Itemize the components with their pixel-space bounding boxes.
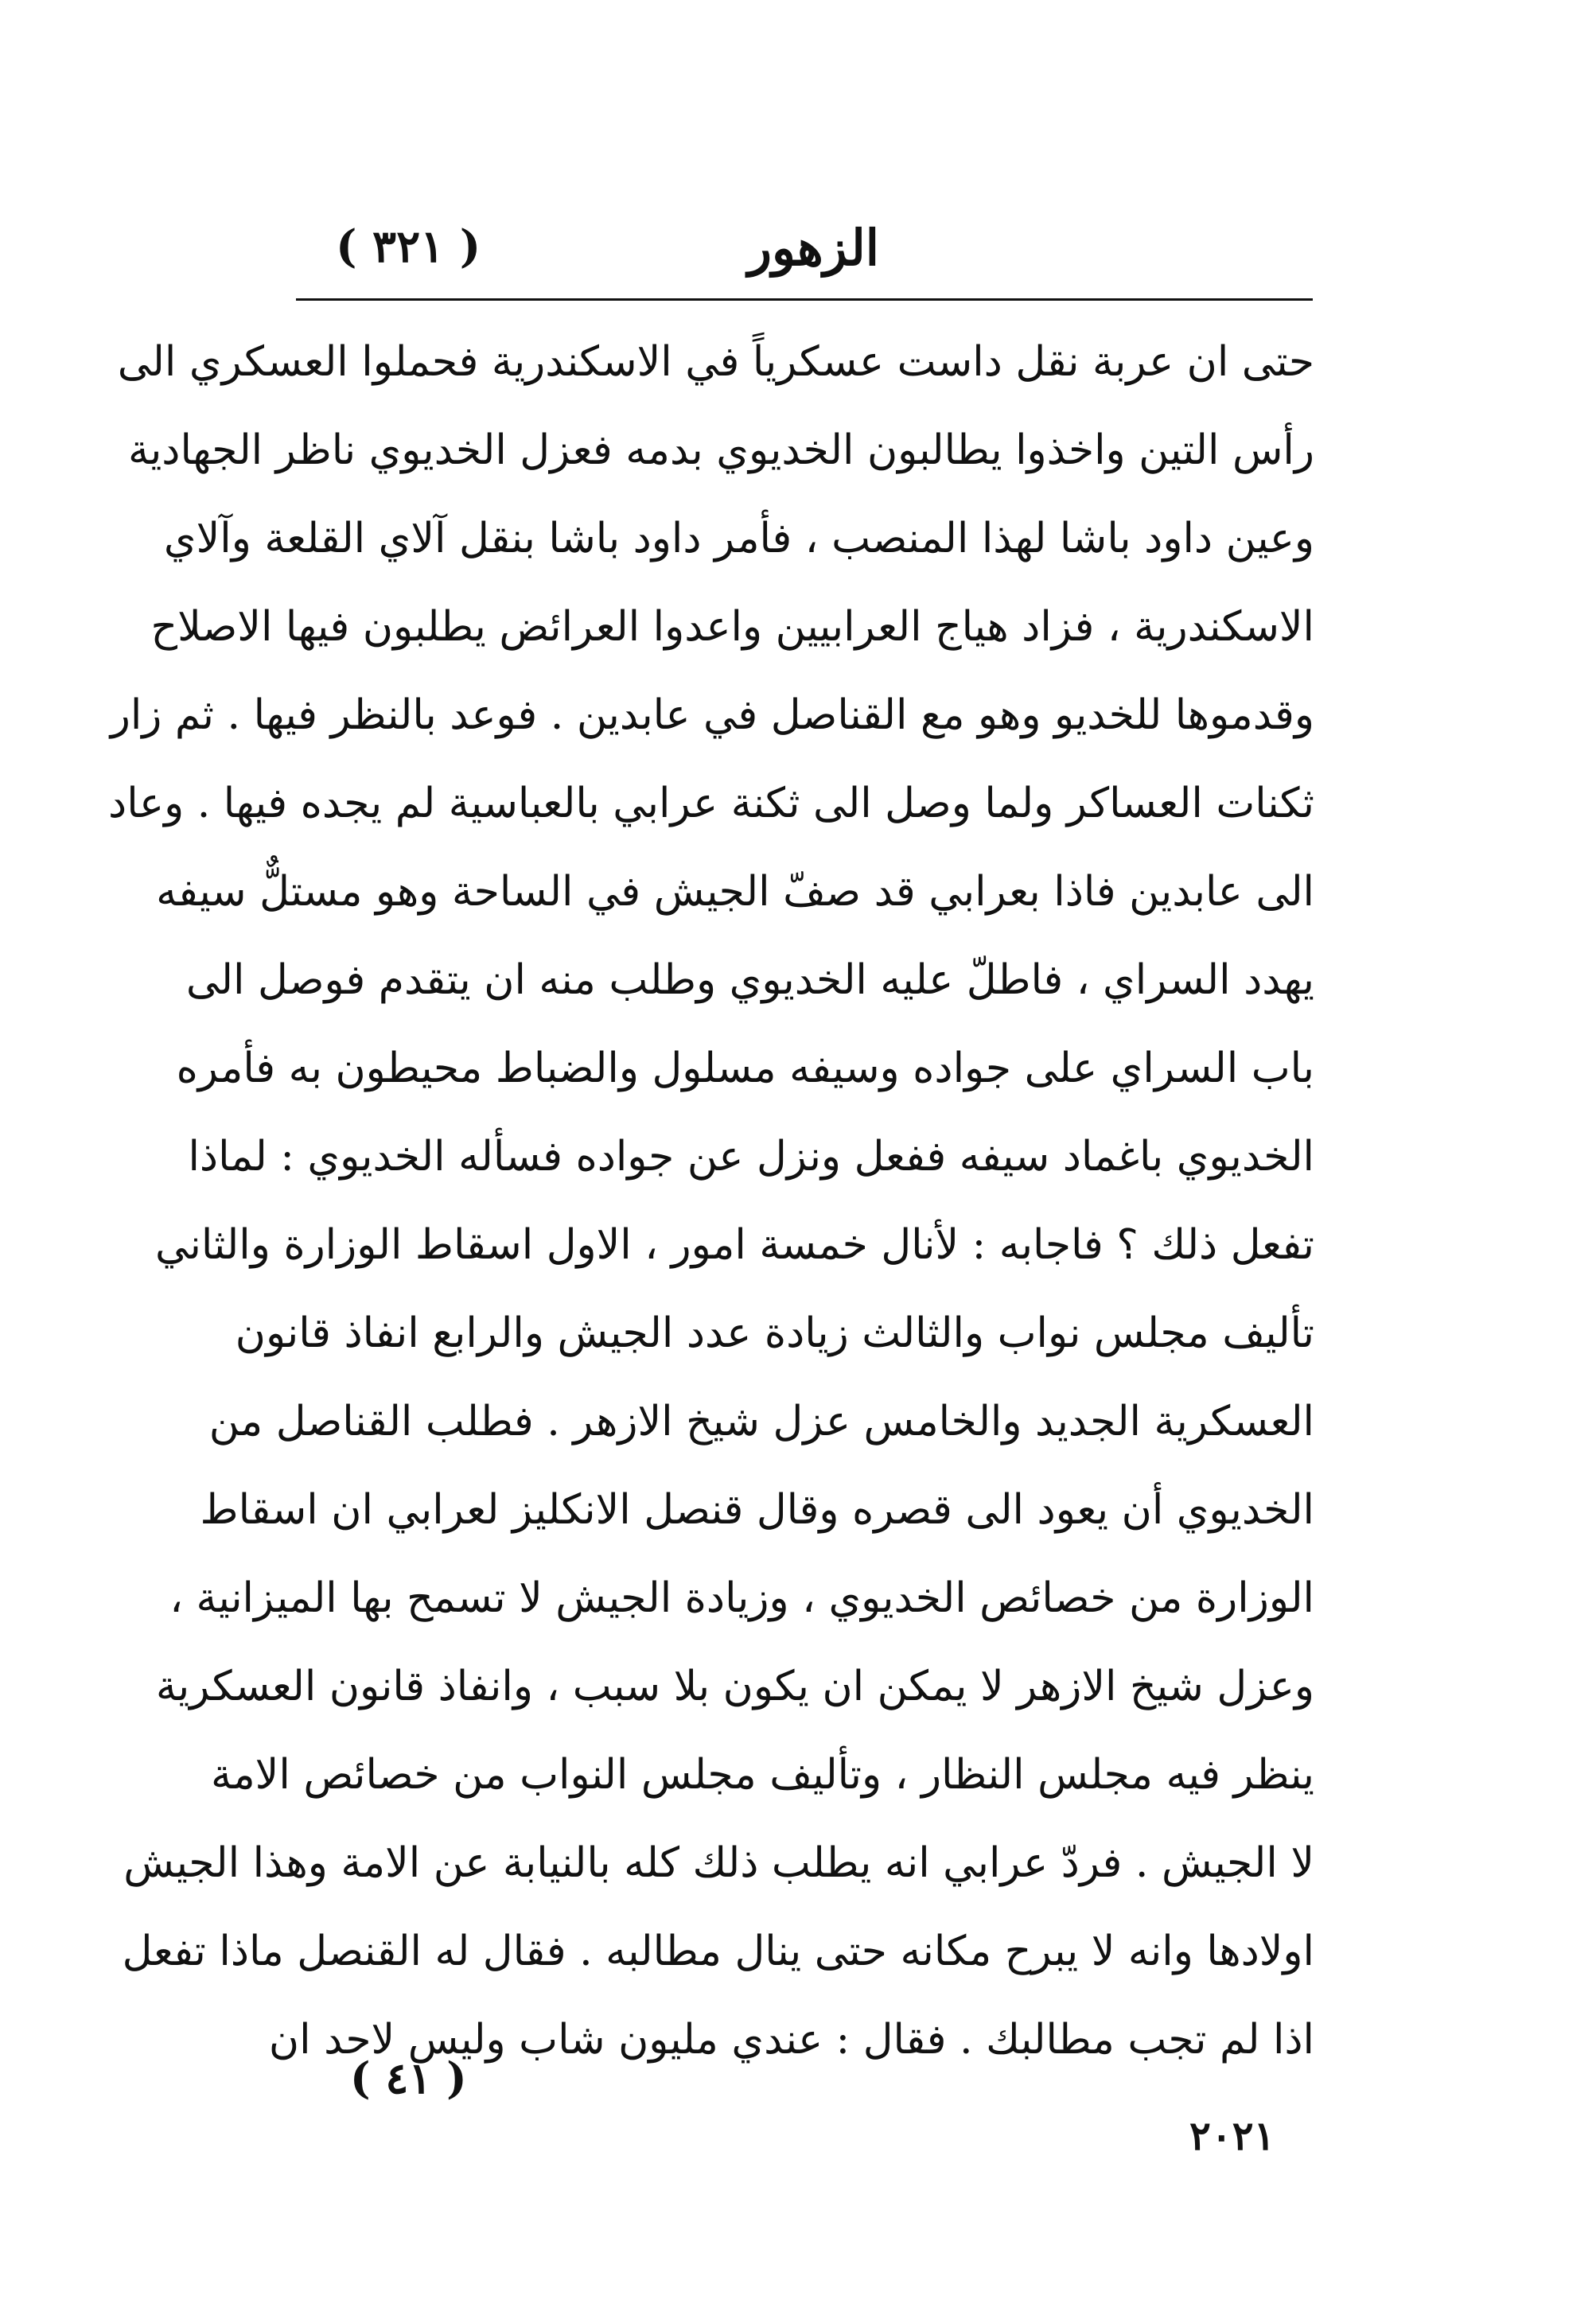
text-line: ينظر فيه مجلس النظار ، وتأليف مجلس النواب من خصائص الامة bbox=[210, 1751, 1314, 1799]
text-line: اذا لم تجب مطالبك . فقال : عندي مليون شاب وليس لاحد ان bbox=[268, 2016, 1314, 2064]
text-line: باب السراي على جواده وسيفه مسلول والضباط محيطون به فأمره bbox=[176, 1045, 1314, 1092]
text-line: يهدد السراي ، فاطلّ عليه الخديوي وطلب منه ان يتقدم فوصل الى bbox=[185, 956, 1314, 1004]
text-line: وقدموها للخديو وهو مع القناصل في عابدين . فوعد بالنظر فيها . ثم زار bbox=[110, 691, 1314, 739]
signature-mark: ( ٤١ ) bbox=[350, 2052, 467, 2103]
text-line: الى عابدين فاذا بعرابي قد صفّ الجيش في الساحة وهو مستلٌّ سيفه bbox=[156, 868, 1314, 916]
text-line: لا الجيش . فردّ عرابي انه يطلب ذلك كله بالنيابة عن الامة وهذا الجيش bbox=[123, 1839, 1314, 1887]
text-line: رأس التين واخذوا يطالبون الخديوي بدمه فعزل الخديوي ناظر الجهادية bbox=[127, 426, 1314, 474]
text-line: الاسكندرية ، فزاد هياج العرابيين واعدوا العرائض يطلبون فيها الاصلاح bbox=[150, 603, 1314, 651]
text-line: حتى ان عربة نقل داست عسكرياً في الاسكندرية فحملوا العسكري الى bbox=[117, 338, 1314, 386]
page-number: ( ٣٢١ ) bbox=[336, 220, 481, 273]
text-line: اولادها وانه لا يبرح مكانه حتى ينال مطالبه . فقال له القنصل ماذا تفعل bbox=[122, 1928, 1314, 1975]
sheet-code: ٢٠٢١ bbox=[1189, 2112, 1275, 2159]
running-title: الزهور bbox=[748, 219, 879, 277]
text-line: الخديوي باغماد سيفه ففعل ونزل عن جواده فسأله الخديوي : لماذا bbox=[188, 1133, 1314, 1181]
text-line: الخديوي أن يعود الى قصره وقال قنصل الانكليز لعرابي ان اسقاط bbox=[200, 1486, 1314, 1534]
header-divider bbox=[296, 298, 1313, 301]
text-line: تأليف مجلس نواب والثالث زيادة عدد الجيش والرابع انفاذ قانون bbox=[235, 1309, 1314, 1357]
text-line: ثكنات العساكر ولما وصل الى ثكنة عرابي بالعباسية لم يجده فيها . وعاد bbox=[108, 780, 1314, 827]
text-line: وعين داود باشا لهذا المنصب ، فأمر داود باشا بنقل آلاي القلعة وآلاي bbox=[163, 515, 1314, 562]
page-header bbox=[296, 211, 1313, 290]
body-text bbox=[108, 318, 1314, 2084]
text-line: تفعل ذلك ؟ فاجابه : لأنال خمسة امور ، الاول اسقاط الوزارة والثاني bbox=[155, 1221, 1314, 1269]
text-line: العسكرية الجديد والخامس عزل شيخ الازهر . فطلب القناصل من bbox=[208, 1398, 1314, 1445]
text-line: وعزل شيخ الازهر لا يمكن ان يكون بلا سبب ، وانفاذ قانون العسكرية bbox=[155, 1663, 1314, 1710]
text-line: الوزارة من خصائص الخديوي ، وزيادة الجيش لا تسمح بها الميزانية ، bbox=[169, 1574, 1314, 1622]
